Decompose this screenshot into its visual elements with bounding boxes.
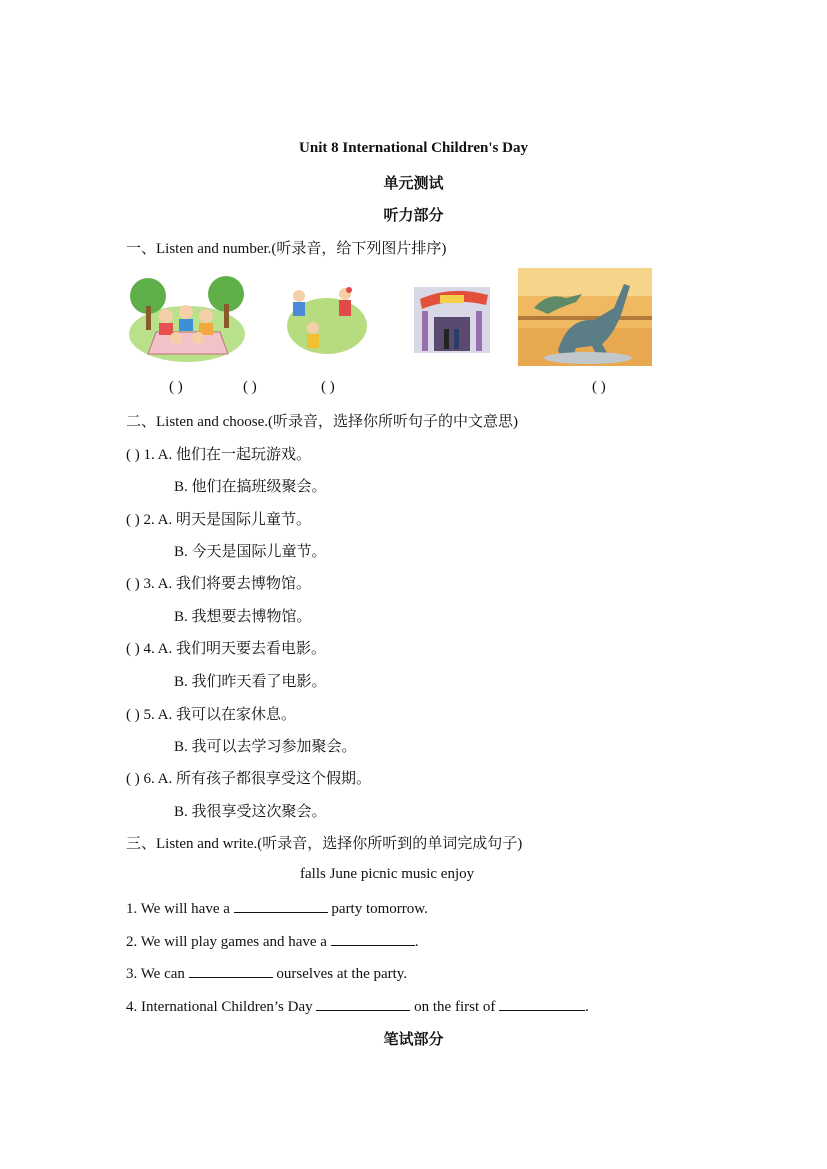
question3-option-b[interactable]: B. 我想要去博物馆。: [174, 609, 312, 625]
question5-option-b[interactable]: B. 我可以去学习参加聚会。: [174, 739, 357, 755]
sentence-2-start: 2. We will play games and have a: [126, 934, 331, 950]
writing-section-title: 笔试部分: [383, 1032, 444, 1048]
sentence-3-blank[interactable]: [189, 963, 273, 978]
question5-option-a[interactable]: ( ) 5. A. 我可以在家休息。: [126, 707, 296, 723]
section1-heading: 一、Listen and number.(听录音，给下列图片排序): [126, 241, 447, 257]
sentence-4-blank-2[interactable]: [499, 996, 585, 1011]
sentence-2: [126, 931, 418, 951]
sentence-3-end: ourselves at the party.: [272, 966, 408, 982]
section2-heading: 二、Listen and choose.(听录音，选择你所听句子的中文意思): [126, 414, 519, 430]
sentence-4-end: .: [585, 999, 589, 1015]
question1-option-a[interactable]: ( ) 1. A. 他们在一起玩游戏。: [126, 447, 311, 463]
sentence-4: [126, 996, 589, 1016]
sentence-4-middle: on the first of: [410, 999, 500, 1015]
sentence-3-start: 3. We can: [126, 966, 189, 982]
sentence-3: [126, 963, 407, 983]
question6-option-a[interactable]: ( ) 6. A. 所有孩子都很享受这个假期。: [126, 771, 371, 787]
sentence-2-end: .: [414, 934, 419, 950]
question6-option-b[interactable]: B. 我很享受这次聚会。: [174, 804, 327, 820]
question3-option-a[interactable]: ( ) 3. A. 我们将要去博物馆。: [126, 576, 311, 592]
picture4-answer-paren[interactable]: ( ): [592, 379, 606, 395]
unit-test-title: 单元测试: [383, 176, 444, 192]
dinosaur-museum-picture: [518, 268, 652, 366]
sentence-1-start: 1. We will have a: [126, 901, 234, 917]
children-playing-picture: [283, 284, 367, 356]
theatre-picture: [410, 283, 494, 355]
question4-option-a[interactable]: ( ) 4. A. 我们明天要去看电影。: [126, 641, 326, 657]
question1-option-b[interactable]: B. 他们在搞班级聚会。: [174, 479, 327, 495]
sentence-1-end: party tomorrow.: [327, 901, 428, 917]
picture2-answer-paren[interactable]: ( ): [243, 379, 257, 395]
picnic-picture: [128, 272, 246, 362]
question2-option-b[interactable]: B. 今天是国际儿童节。: [174, 544, 327, 560]
picture3-answer-paren[interactable]: ( ): [321, 379, 335, 395]
picture1-answer-paren[interactable]: ( ): [169, 379, 183, 395]
word-bank: falls June picnic music enjoy: [300, 866, 475, 882]
sentence-4-start: 4. International Children’s Day: [126, 999, 317, 1015]
section3-heading: 三、Listen and write.(听录音，选择你所听到的单词完成句子): [126, 836, 523, 852]
sentence-4-blank-1[interactable]: [316, 996, 410, 1011]
question2-option-a[interactable]: ( ) 2. A. 明天是国际儿童节。: [126, 512, 311, 528]
sentence-1: [126, 898, 428, 918]
sentence-2-blank[interactable]: [331, 931, 415, 946]
sentence-1-blank[interactable]: [234, 898, 328, 913]
listening-section-title: 听力部分: [383, 208, 444, 224]
page-title: Unit 8 International Children's Day: [299, 140, 528, 156]
question4-option-b[interactable]: B. 我们昨天看了电影。: [174, 674, 327, 690]
